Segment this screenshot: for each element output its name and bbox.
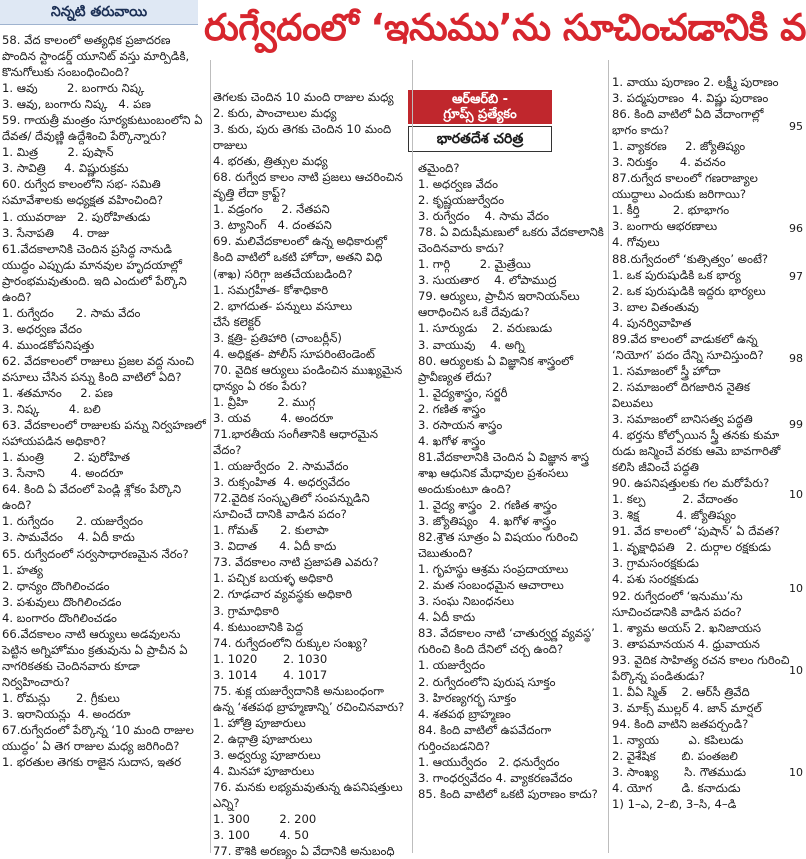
answer-option: 4. ఖగోళ శాస్త్రం: [418, 433, 486, 448]
answer-option: 3. రుక్సంహిత 4. అధర్వవేదం: [213, 475, 351, 490]
question-text: 76. మనకు లభ్యమవుతున్న ఉపనిషత్తులు ఎన్ని?: [213, 780, 403, 811]
answer-option: 3. ఇరానియన్లు 4. అందరూ: [2, 706, 131, 721]
question-text: 85. కింది వాటిలో ఒకటి పురాణం కాదు?: [418, 786, 598, 801]
answer-option: 1. వాయు పురాణం 2. లక్ష్మీ పురాణం: [612, 75, 779, 89]
answer-option: 3. బాల వితంతువు: [612, 299, 699, 314]
answer-option: 2. భాగదుత- పన్నులు వసూలు: [213, 298, 353, 313]
column-divider: [210, 60, 211, 853]
answer-option: 1. శ్యామ అయస్ 2. ఖనిజాయస: [612, 620, 762, 635]
answer-option: 1. సమాజంలో స్త్రీ హోదా: [612, 363, 721, 378]
answer-option: 1. న్యాయ ఎ. కపిలుడు: [612, 732, 744, 747]
section-badge: [408, 90, 552, 152]
answer-option: 2. గూఢచార వ్యవస్థకు అధికారి: [213, 587, 353, 602]
answer-option: 3. శిక్ష 4. జ్యోతిష్యం: [612, 508, 737, 523]
answer-option: 4. ముండకోపనిషత్తు: [2, 337, 95, 352]
answer-option: 2. మత సంబంధమైన ఆచారాలు: [418, 578, 564, 593]
answer-option: 3. తాపమానయన 4. ధ్రువాయన: [612, 636, 760, 651]
answer-option: 1. హత్య: [2, 562, 43, 577]
answer-option: 3. గ్రామసంరక్షకుడు: [612, 556, 699, 571]
edge-number: 10: [789, 582, 803, 595]
question-text: తమైంది?: [418, 161, 460, 175]
question-text: 68. రుగ్వేద కాలం నాటి ప్రజలు ఆచరించిన వృత్తి లేదా క్రాఫ్ట్?: [213, 170, 403, 201]
answer-option: 4. గోవులు: [612, 235, 660, 250]
answer-option: 3. క్షత్రి- ప్రతిహారి (చాంబర్లీన్): [213, 330, 342, 345]
answer-option: 4. అధిక్షత- పోలీస్ సూపరింటెండెంట్: [213, 346, 375, 361]
question-text: 80. ఆర్యులకు ఏ విజ్ఞానిక శాస్త్రంలో ప్రావీణ్యత లేదు?: [418, 353, 574, 384]
question-text: 66.వేదకాలం నాటి ఆర్యులు అడవులను పెట్టిన అగ్నిహోమం క్రతువును ఏ ప్రాచీన ఏ నాగరికతకు చెందినవారు కూడా నిర్వహించారు?: [2, 626, 188, 689]
answer-option: 2. వైశేషిక బి. పంతజలి: [612, 748, 738, 763]
answer-option: 4. బంగారం దొంగిలించడం: [2, 610, 117, 625]
column-1: [2, 32, 206, 853]
column-divider: [412, 60, 413, 853]
answer-option: 3. విదాత 4. ఏదీ కాదు: [213, 539, 337, 554]
answer-option: 3. ఆవు, బంగారు నిష్క 4. పణ: [2, 97, 151, 112]
question-text: 75. శుక్ల యజుర్వేదానికి అనుబంధంగా ఉన్న ‘శతపథ బ్రాహ్మణాన్ని’ రచించినవారు?: [213, 683, 405, 714]
answer-option: 3. సావిత్రి 4. విష్ణురుక్రమ: [2, 161, 129, 176]
question-text: 62. వేదకాలంలో రాజులు ప్రజల వద్ద నుంచి వసూలు చేసిన పన్ను కింది వాటిలో ఏది?: [2, 353, 194, 384]
question-text: 73. వేదకాలం నాటి ప్రజాపతి ఎవరు?: [213, 555, 379, 570]
answer-option: 4. శతపథ బ్రాహ్మణం: [418, 706, 511, 721]
question-text: 59. గాయత్రీ మంత్రం సూర్యకుటుంబంలోని ఏ దేవత/ దేవుణ్ణి ఉద్దేశించి పేర్కొన్నారు?: [2, 113, 203, 144]
answer-option: 2. రుగ్వేదంలోని పురుష సూక్తం: [418, 674, 556, 689]
question-text: 86. కింది వాటిలో ఏది వేదాంగాల్లో భాగం కాదు?: [612, 107, 764, 138]
answer-option: 3. వాయువు 4. అగ్ని: [418, 337, 525, 352]
answer-option: 1. రుగ్వేదం 2. సామ వేదం: [2, 305, 141, 320]
answer-option: 3. మాక్స్ ముల్లర్ 4. జాన్ మార్షల్: [612, 700, 762, 715]
answer-option: 3. అధ్వర్యు పూజారులు: [213, 747, 321, 762]
answer-option: 1. వడ్రంగం 2. నేతపని: [213, 202, 330, 217]
answer-option: 3. సామవేదం 4. ఏదీ కాదు: [2, 530, 135, 545]
answer-option: 1. రోమన్లు 2. గ్రీకులు: [2, 690, 120, 705]
answer-option: రుడు జన్మించే వరకు ఆమె బావగారితో: [612, 444, 781, 459]
answer-option: 1. భరతుల తెగకు రాజైన సుదాస, ఇతర: [2, 755, 182, 770]
edge-number: 96: [789, 222, 803, 235]
question-text: 60. రుగ్వేద కాలంలోని సభ- సమితి సమావేశాలకు అధ్యక్షత వహించింది?: [2, 177, 164, 208]
question-text: 90. ఉపనిషత్తులకు గల మరోపేరు?: [612, 476, 770, 491]
previous-label: నిన్నటి తరువాయి: [50, 4, 148, 20]
answer-option: 2. ఉద్గాత్రి పూజారులు: [213, 731, 313, 746]
answer-option: తెగలకు చెందిన 10 మంది రాజుల మధ్య: [213, 90, 394, 104]
edge-number: 97: [789, 270, 803, 283]
answer-option: 1. శతమానం 2. పణ: [2, 386, 113, 401]
answer-option: 3. సాంఖ్య సి. గౌతముడు: [612, 765, 747, 780]
edge-number: 95: [789, 120, 803, 133]
answer-option: 1. 300 2. 200: [213, 812, 317, 827]
question-text: 88.రుగ్వేదంలో ‘కుత్సిత్వం’ అంటే?: [612, 251, 769, 266]
question-text: 81.వేదకాలానికి చెందిన ఏ విజ్ఞాన శాస్త్ర శాఖ ఆధునిక మేధావుల ప్రశంసలు అందుకుంటూ ఉంది?: [418, 449, 590, 496]
question-text: 91. వేద కాలంలో ‘పుషాన్’ ఏ దేవత?: [612, 524, 780, 539]
answer-option: 3. నిరుక్తం 4. వచనం: [612, 155, 726, 170]
edge-number: 99: [789, 418, 803, 431]
question-text: 74. రుగ్వేదంలోని రుక్కుల సంఖ్య?: [213, 635, 368, 650]
answer-option: 3. రుగ్వేదం 4. సామ వేదం: [418, 209, 550, 224]
answer-option: 1. యజుర్వేదం: [418, 658, 486, 673]
answer-option: 1. వైద్య శాస్త్రం 2. గణిత శాస్త్రం: [418, 497, 558, 512]
column-divider: [608, 60, 609, 853]
answer-option: 1. గార్గి 2. మైత్రేయి: [418, 257, 531, 272]
answer-option: చేసే కలెక్టర్: [213, 314, 261, 329]
answer-option: రాజులు: [213, 138, 248, 153]
answer-option: 3. కురు, పురు తెగకు చెందిన 10 మంది: [213, 122, 392, 137]
answer-option: 3. సేనాపతి 4. రాజు: [2, 225, 110, 240]
answer-option: 1. మంత్రి 2. పురోహిత: [2, 450, 131, 465]
question-text: 61.వేదకాలానికి చెందిన ప్రసిద్ధ నానుడి యుద్ధం ఎప్పుడు మానవుల హృదయాల్లో ప్రారంభమవుతుంది. ఇది ఎందులో పేర్కొని ఉంది?: [2, 241, 187, 304]
edge-number: 10: [789, 766, 803, 779]
question-text: 72.వైదిక సంస్కృతిలో సంపన్నుడిని సూచించే దానికి వాడిన పదం?: [213, 491, 370, 522]
answer-option: 1. కల్ప 2. వేదాంతం: [612, 492, 739, 507]
answer-option: 3. అధర్వణ వేదం: [2, 321, 82, 336]
answer-option: 3. యవ 4. అందరూ: [213, 410, 334, 425]
answer-option: 3. 100 4. 50: [213, 828, 309, 843]
answer-option: 1. వ్రీహి 2. ముగ్గ: [213, 394, 316, 409]
question-text: 84. కింది వాటిలో ఉపవేదంగా గుర్తించబడనిది?: [418, 722, 552, 753]
answer-option: 2. కృష్ణయజుర్వేదం: [418, 193, 505, 208]
question-text: 64. కింది ఏ వేదంలో పెండ్లి శ్లోకం పేర్కొని ఉంది?: [2, 482, 182, 513]
answer-option: 3. రసాయన శాస్త్రం: [418, 417, 503, 432]
answer-option: 3. బంగారు ఆభరణాలు: [612, 219, 718, 234]
answer-option: 4. పునర్వివాహిత: [612, 315, 692, 330]
answer-option: 1. అధర్వణ వేదం: [418, 177, 498, 192]
answer-option: 3. సేనాని 4. అందరూ: [2, 466, 124, 481]
answer-option: 1. యజుర్వేదం 2. సామవేదం: [213, 459, 349, 474]
answer-option: 1) 1–ఎ, 2–బి, 3–సి, 4–డి: [612, 797, 737, 812]
headline: రుగ్వేదంలో ‘ఇనుము’ను సూచించడానికి వ: [204, 6, 806, 49]
answer-option: కలిసి జీవించే పద్ధతి: [612, 460, 699, 475]
answer-option: 1. వైద్యశాస్త్రం, సర్జరీ: [418, 385, 508, 400]
answer-option: 3. ట్యానింగ్ 4. దంతపని: [213, 218, 332, 233]
answer-option: 1. ఆయుర్వేదం 2. ధనుర్వేదం: [418, 754, 560, 769]
question-text: 82.శ్రౌత సూత్రం ఏ విషయం గురించి చెబుతుంది?: [418, 530, 578, 561]
answer-option: 2. ధాన్యం దొంగిలించడం: [2, 578, 110, 593]
answer-option: 4. కుటుంబానికి పెద్ద: [213, 619, 304, 634]
column-3: [418, 160, 606, 853]
question-text: 58. వేద కాలంలో అత్యధిక ప్రజాదరణ పొందిన స్టాండర్డ్ యూనిట్ వస్తు మార్పిడికి, కొనుగోలుకు సంబంధించింది?: [2, 33, 190, 80]
answer-option: 1. వీఏ స్మిత్ 2. ఆర్‌సీ త్రివేది: [612, 684, 750, 699]
edge-number: 98: [789, 352, 803, 365]
question-text: 67.రుగ్వేదంలో పేర్కొన్న ‘10 మంది రాజుల యుద్ధం’ ఏ తెగ రాజుల మధ్య జరిగింది?: [2, 723, 194, 754]
answer-option: 3. గ్రామాధికారి: [213, 603, 280, 618]
answer-option: 1. కీర్తి 2. భూభాగం: [612, 203, 730, 218]
answer-option: 1. వ్యాకరణ 2. జ్యోతిష్యం: [612, 139, 746, 154]
answer-option: 4. ఏదీ కాదు: [418, 610, 476, 625]
answer-option: 1. గోమత్ 2. కులాపా: [213, 523, 329, 538]
answer-option: 2. ఒక పురుషుడికి ఇద్దరు భార్యలు: [612, 283, 766, 298]
answer-option: విలువలు: [612, 395, 653, 410]
answer-option: 1. యువరాజు 2. పురోహితుడు: [2, 209, 151, 224]
answer-option: 3. గాంధర్వవేదం 4. వ్యాకరణవేదం: [418, 770, 573, 785]
answer-option: 2. గణిత శాస్త్రం: [418, 401, 486, 416]
answer-option: 4. మినహా పూజారులు: [213, 763, 315, 778]
question-text: 78. ఏ విదుషీమణులో ఒకరు వేదకాలానికి చెందినవారు కాదు?: [418, 225, 604, 256]
answer-option: 3. 1014 4. 1017: [213, 667, 328, 682]
column-2: [213, 89, 408, 859]
answer-option: 1. ఒక పురుషుడికి ఒక భార్య: [612, 267, 741, 282]
answer-option: 3. పద్మపురాణం 4. విష్ణు పురాణం: [612, 91, 769, 106]
answer-option: 1. గృహస్థు ఆశ్రమ సంప్రదాయాలు: [418, 562, 569, 577]
answer-option: 4. పశు సంరక్షకుడు: [612, 572, 699, 587]
answer-option: 3. సమాజంలో బానిసత్వ పద్ధతి: [612, 411, 753, 426]
answer-option: 3. నిష్క 4. బలి: [2, 402, 101, 417]
edge-number: 10: [789, 664, 803, 677]
question-text: 70. వైదిక ఆర్యులు పండించిన ముఖ్యమైన ధాన్యం ఏ రకం పేరు?: [213, 362, 403, 393]
badge-top-label: ఆర్‌ఆర్‌బి - గ్రూప్స్ ప్రత్యేకం: [408, 90, 552, 124]
previous-continuation-tag: [0, 0, 198, 25]
badge-bottom-label: భారతదేశ చరిత్ర: [408, 126, 552, 152]
question-text: 93. వైదిక సాహిత్య రచన కాలం గురించి పేర్కొన్న పండితుడు?: [612, 652, 790, 683]
edge-question-numbers: [789, 0, 803, 853]
question-text: 65. రుగ్వేదంలో సర్వసాధారణమైన నేరం?: [2, 546, 189, 561]
answer-option: 1. హోత్రి పూజారులు: [213, 715, 306, 730]
answer-option: 2. సమాజంలో దిగజారిన నైతిక: [612, 379, 750, 394]
question-text: 94. కింది వాటిని జతపర్చండి?: [612, 716, 749, 731]
answer-option: 3. సుయతార 4. లోపాముద్ర: [418, 273, 557, 288]
question-text: 77. కౌశికి అరణ్యం ఏ వేదానికి అనుబంధి: [213, 844, 395, 859]
answer-option: 1. మిత్ర 2. పుషాన్: [2, 145, 114, 160]
answer-option: 4. భర్తను కోల్పోయిన స్త్రీ తనకు కుమా: [612, 428, 780, 443]
answer-option: 3. జ్యోతిష్యం 4. ఖగోళ శాస్త్రం: [418, 514, 557, 529]
question-text: 63. వేదకాలంలో రాజులకు పన్ను నిర్వహణలో సహాయపడిన అధికారి?: [2, 418, 206, 449]
edge-number: 10: [789, 488, 803, 501]
answer-option: 1. 1020 2. 1030: [213, 651, 328, 666]
question-text: 83. వేదకాలం నాటి ‘చాతుర్వర్ణ వ్యవస్థ’ గురించి కింది దేనిలో చర్చ ఉంది?: [418, 626, 595, 657]
answer-option: 1. ఆవు 2. బంగారు నిష్క: [2, 81, 145, 96]
answer-option: 4. యోగ డి. కనాదుడు: [612, 781, 741, 796]
answer-option: 1. సూర్యుడు 2. వరుణుడు: [418, 321, 553, 336]
answer-option: 1. వృక్షాధిపతి 2. దుర్గాల రక్షకుడు: [612, 540, 772, 555]
answer-option: 4. భరతు, త్రిత్సుల మధ్య: [213, 154, 328, 169]
question-text: 71.భారతీయ సంగీతానికి ఆధారమైన వేదం?: [213, 426, 378, 458]
answer-option: 2. కురు, పాంచాలుల మధ్య: [213, 106, 337, 121]
column-4: [612, 74, 790, 853]
answer-option: 1. రుగ్వేదం 2. యజుర్వేదం: [2, 514, 143, 529]
question-text: 87.రుగ్వేద కాలంలో గణరాజ్యాల యుద్ధాలు ఎందుకు జరిగాయి?: [612, 171, 758, 202]
answer-option: 3. హిరణ్యగర్భ సూక్తం: [418, 690, 517, 705]
question-text: 79. ఆర్యులు, ప్రాచీన ఇరానియన్‌లు ఆరాధించిన ఒకే దేవుడు?: [418, 289, 580, 320]
answer-option: 3. పశువులు దొంగిలించడం: [2, 594, 122, 609]
question-text: 69. మలివేదకాలంలో ఉన్న అధికారుల్లో కింది వాటిలో ఒకటి హోదా, అతని విధి (శాఖ) సరిగ్గా జతచేయబడింది?: [213, 234, 387, 281]
question-text: 92. రుగ్వేదంలో ‘ఇనుము’ను సూచించడానికి వాడిన పదం?: [612, 588, 743, 619]
answer-option: 1. సమగ్రహీత- కోశాధికారి: [213, 282, 329, 297]
answer-option: 1. పచ్చిక బయళ్ళ అధికారి: [213, 571, 334, 586]
answer-option: 3. సంఘ నిబంధనలు: [418, 594, 514, 609]
question-text: 89.వేద కాలంలో వాడుకలో ఉన్న ‘నియోగ’ పదం దేన్ని సూచిస్తుంది?: [612, 331, 764, 362]
